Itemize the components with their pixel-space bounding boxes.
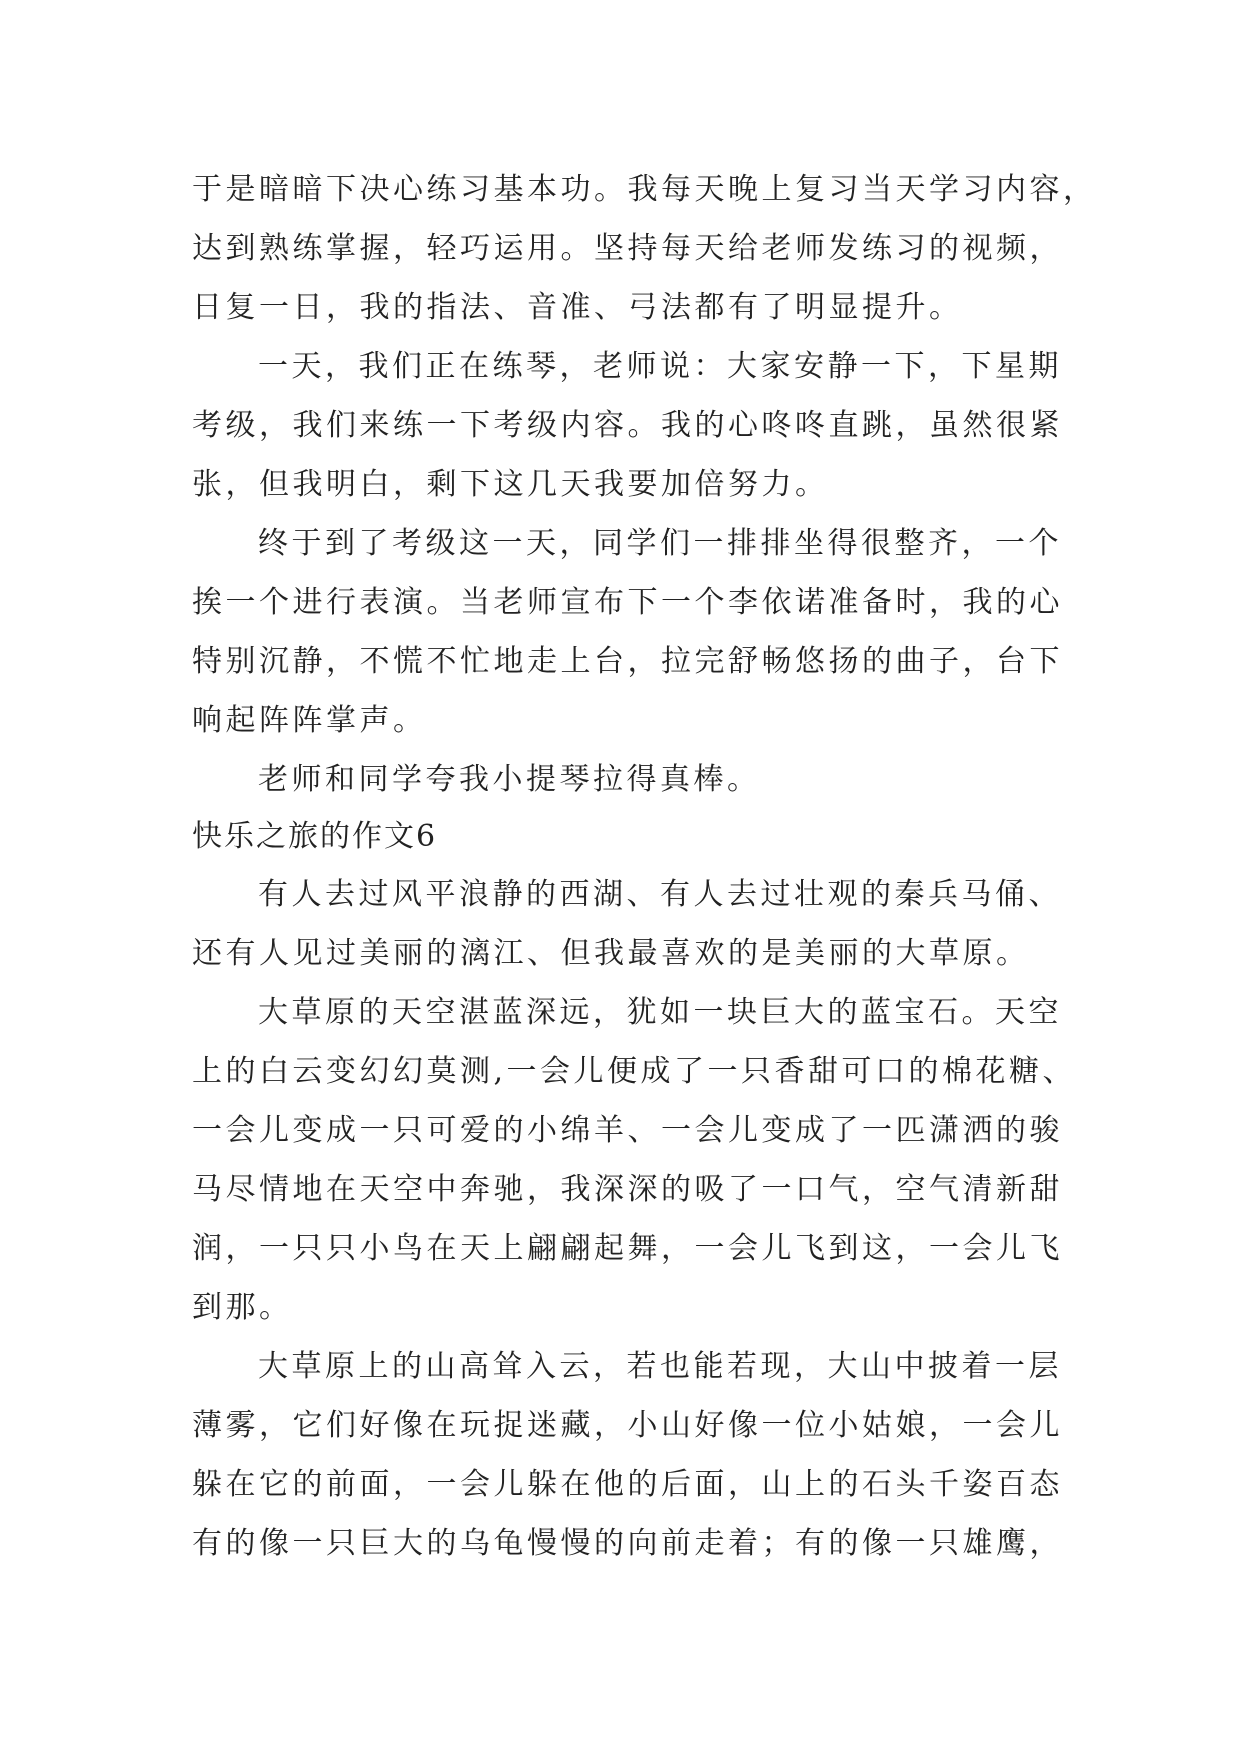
paragraph-line: 挨一个进行表演。当老师宣布下一个李依诺准备时，我的心 bbox=[192, 585, 1063, 620]
paragraph-line: 于是暗暗下决心练习基本功。我每天晚上复习当天学习内容， bbox=[192, 172, 1097, 207]
paragraph-line: 老师和同学夸我小提琴拉得真棒。 bbox=[258, 762, 761, 797]
document-body bbox=[192, 160, 1097, 1573]
paragraph-line: 一会儿变成一只可爱的小绵羊、一会儿变成了一匹潇洒的骏 bbox=[192, 1113, 1063, 1148]
paragraph-line: 特别沉静，不慌不忙地走上台，拉完舒畅悠扬的曲子，台下 bbox=[192, 644, 1063, 679]
paragraph-line: 薄雾，它们好像在玩捉迷藏，小山好像一位小姑娘，一会儿 bbox=[192, 1408, 1063, 1443]
paragraph-line: 上的白云变幻幻莫测,一会儿便成了一只香甜可口的棉花糖、 bbox=[192, 1054, 1077, 1089]
paragraph-line: 考级，我们来练一下考级内容。我的心咚咚直跳，虽然很紧 bbox=[192, 408, 1063, 443]
paragraph-line: 润，一只只小鸟在天上翩翩起舞，一会儿飞到这，一会儿飞 bbox=[192, 1231, 1063, 1266]
paragraph-line: 大草原的天空湛蓝深远，犹如一块巨大的蓝宝石。天空 bbox=[258, 995, 1062, 1030]
paragraph-line: 有的像一只巨大的乌龟慢慢的向前走着；有的像一只雄鹰， bbox=[192, 1526, 1063, 1561]
paragraph-line: 马尽情地在天空中奔驰，我深深的吸了一口气，空气清新甜 bbox=[192, 1172, 1063, 1207]
section-heading: 快乐之旅的作文6 bbox=[192, 819, 438, 854]
paragraph-line: 有人去过风平浪静的西湖、有人去过壮观的秦兵马俑、 bbox=[258, 877, 1062, 912]
paragraph-line: 躲在它的前面，一会儿躲在他的后面，山上的石头千姿百态 bbox=[192, 1467, 1063, 1502]
paragraph-line: 还有人见过美丽的漓江、但我最喜欢的是美丽的大草原。 bbox=[192, 936, 1030, 971]
paragraph-line: 大草原上的山高耸入云，若也能若现，大山中披着一层 bbox=[258, 1349, 1062, 1384]
paragraph-line: 终于到了考级这一天，同学们一排排坐得很整齐，一个 bbox=[258, 526, 1062, 561]
paragraph-line: 张，但我明白，剩下这几天我要加倍努力。 bbox=[192, 467, 829, 502]
paragraph-line: 日复一日，我的指法、音准、弓法都有了明显提升。 bbox=[192, 290, 963, 325]
paragraph-line: 达到熟练掌握，轻巧运用。坚持每天给老师发练习的视频， bbox=[192, 231, 1063, 266]
paragraph-line: 响起阵阵掌声。 bbox=[192, 703, 427, 738]
paragraph-line: 一天，我们正在练琴，老师说：大家安静一下，下星期 bbox=[258, 349, 1062, 384]
paragraph-line: 到那。 bbox=[192, 1290, 293, 1325]
